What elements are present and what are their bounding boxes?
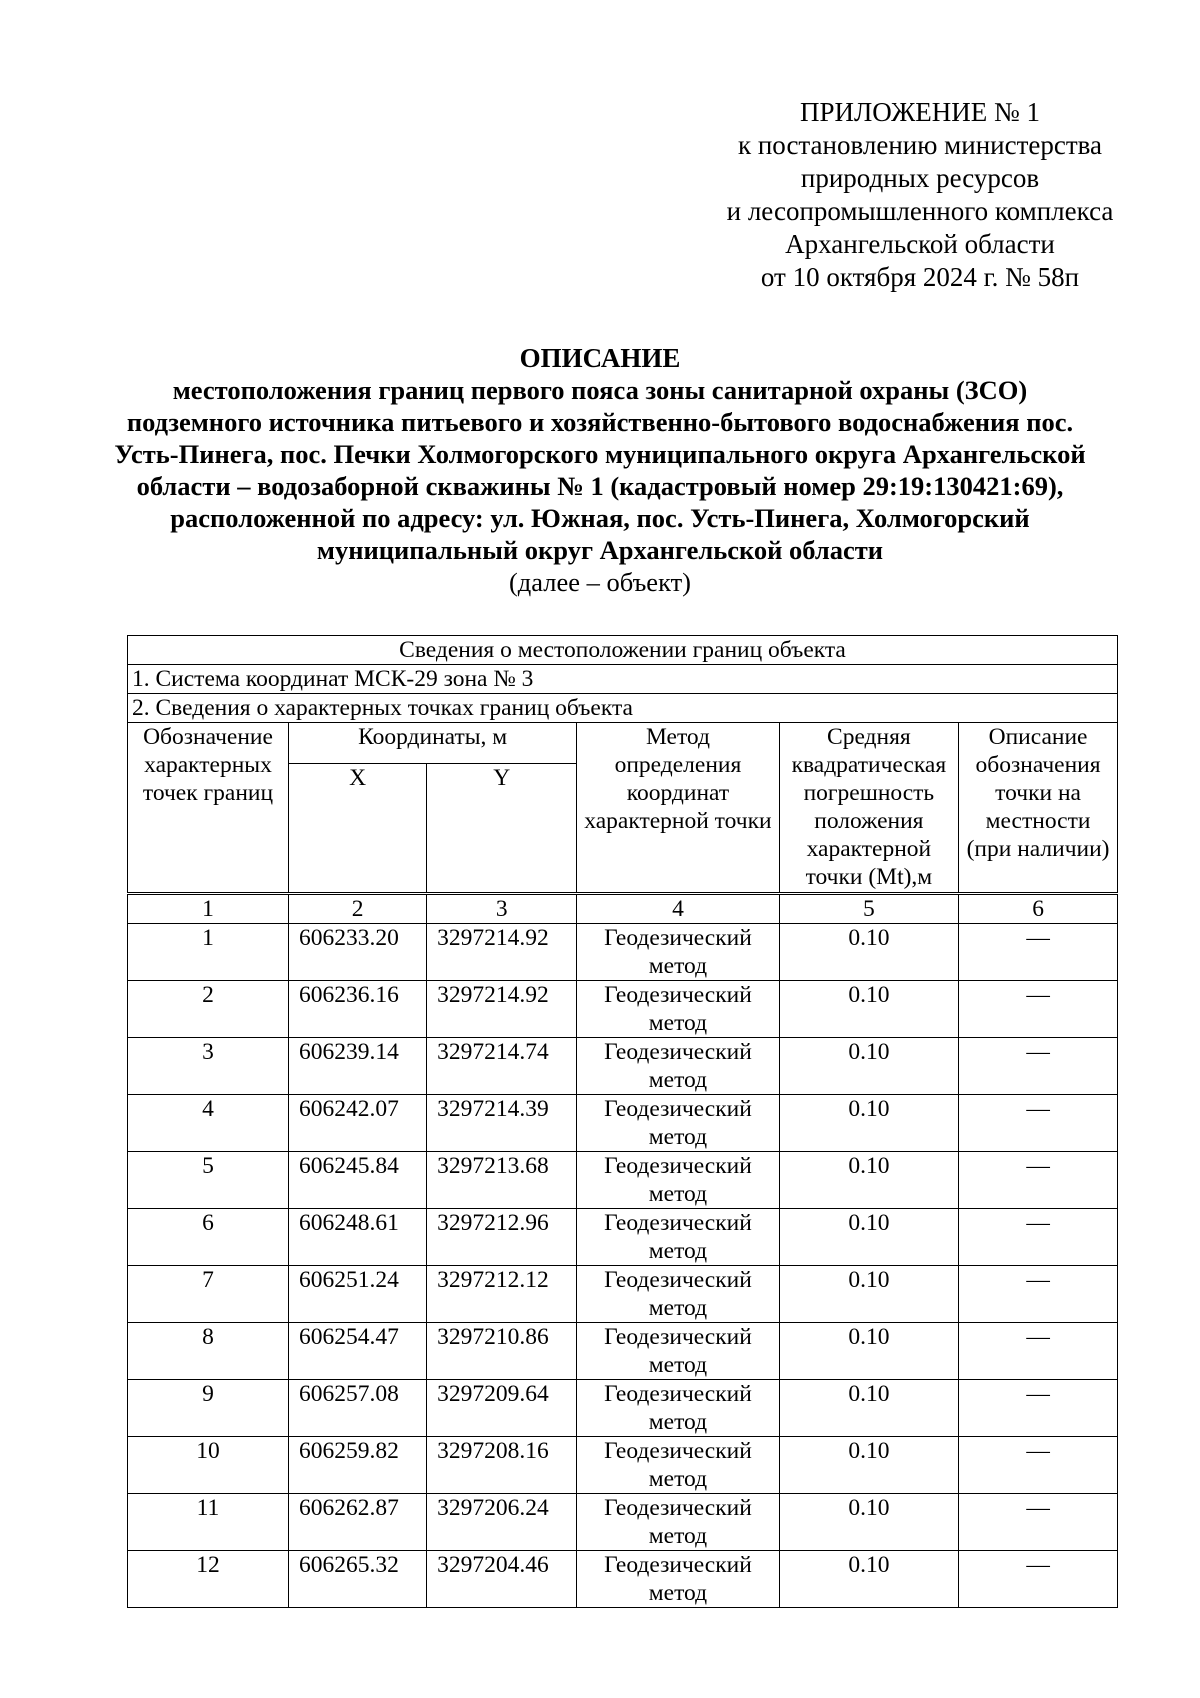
title-line: Усть-Пинега, пос. Печки Холмогорского муниципального округа Архангельской bbox=[114, 439, 1086, 469]
point-number: 8 bbox=[128, 1323, 289, 1380]
method-cell: Геодезический метод bbox=[577, 1152, 779, 1209]
point-number: 2 bbox=[128, 981, 289, 1038]
header-y: Y bbox=[427, 764, 577, 894]
coord-x: 606236.16 bbox=[289, 981, 427, 1038]
point-number: 10 bbox=[128, 1437, 289, 1494]
appendix-line: ПРИЛОЖЕНИЕ № 1 bbox=[799, 97, 1041, 127]
column-number: 1 bbox=[128, 894, 289, 924]
table-row bbox=[128, 1038, 1118, 1095]
appendix-line: и лесопромышленного комплекса bbox=[726, 196, 1114, 226]
coord-x: 606259.82 bbox=[289, 1437, 427, 1494]
error-cell: 0.10 bbox=[779, 1323, 959, 1380]
point-number: 6 bbox=[128, 1209, 289, 1266]
coord-x: 606242.07 bbox=[289, 1095, 427, 1152]
method-cell: Геодезический метод bbox=[577, 1380, 779, 1437]
table-row bbox=[128, 1209, 1118, 1266]
description-cell: — bbox=[959, 1152, 1118, 1209]
coord-x: 606254.47 bbox=[289, 1323, 427, 1380]
description-cell: — bbox=[959, 1380, 1118, 1437]
title-line: подземного источника питьевого и хозяйственно-бытового водоснабжения пос. bbox=[126, 407, 1074, 437]
point-number: 9 bbox=[128, 1380, 289, 1437]
header-error: Средняя квадратическая погрешность положения характерной точки (Mt),м bbox=[779, 723, 959, 894]
description-cell: — bbox=[959, 981, 1118, 1038]
method-cell: Геодезический метод bbox=[577, 1323, 779, 1380]
description-cell: — bbox=[959, 924, 1118, 981]
title-line: расположенной по адресу: ул. Южная, пос. Усть-Пинега, Холмогорский bbox=[170, 503, 1030, 533]
description-cell: — bbox=[959, 1266, 1118, 1323]
method-cell: Геодезический метод bbox=[577, 1095, 779, 1152]
column-number: 2 bbox=[289, 894, 427, 924]
point-number: 3 bbox=[128, 1038, 289, 1095]
error-cell: 0.10 bbox=[779, 981, 959, 1038]
title-line: муниципальный округ Архангельской области bbox=[316, 535, 884, 565]
method-cell: Геодезический метод bbox=[577, 1038, 779, 1095]
error-cell: 0.10 bbox=[779, 1209, 959, 1266]
column-number: 5 bbox=[779, 894, 959, 924]
point-number: 1 bbox=[128, 924, 289, 981]
coord-y: 3297213.68 bbox=[427, 1152, 577, 1209]
header-coordinates: Координаты, м bbox=[289, 723, 577, 764]
coord-y: 3297212.12 bbox=[427, 1266, 577, 1323]
column-number: 6 bbox=[959, 894, 1118, 924]
appendix-line: природных ресурсов bbox=[800, 163, 1040, 193]
table-row bbox=[128, 924, 1118, 981]
method-cell: Геодезический метод bbox=[577, 1437, 779, 1494]
description-cell: — bbox=[959, 1323, 1118, 1380]
point-number: 7 bbox=[128, 1266, 289, 1323]
coord-y: 3297212.96 bbox=[427, 1209, 577, 1266]
table-row bbox=[128, 1437, 1118, 1494]
table-row bbox=[128, 1323, 1118, 1380]
coord-y: 3297206.24 bbox=[427, 1494, 577, 1551]
point-number: 11 bbox=[128, 1494, 289, 1551]
description-cell: — bbox=[959, 1038, 1118, 1095]
point-number: 12 bbox=[128, 1551, 289, 1608]
coord-x: 606239.14 bbox=[289, 1038, 427, 1095]
header-description: Описание обозначения точки на местности (при наличии) bbox=[959, 723, 1118, 894]
coord-x: 606245.84 bbox=[289, 1152, 427, 1209]
table-row bbox=[128, 1152, 1118, 1209]
error-cell: 0.10 bbox=[779, 1038, 959, 1095]
error-cell: 0.10 bbox=[779, 1152, 959, 1209]
coord-y: 3297214.39 bbox=[427, 1095, 577, 1152]
coord-y: 3297210.86 bbox=[427, 1323, 577, 1380]
header-x: X bbox=[289, 764, 427, 894]
method-cell: Геодезический метод bbox=[577, 981, 779, 1038]
coord-y: 3297214.74 bbox=[427, 1038, 577, 1095]
coord-x: 606248.61 bbox=[289, 1209, 427, 1266]
description-cell: — bbox=[959, 1551, 1118, 1608]
points-title: 2. Сведения о характерных точках границ объекта bbox=[128, 694, 1118, 723]
coord-y: 3297214.92 bbox=[427, 981, 577, 1038]
error-cell: 0.10 bbox=[779, 1494, 959, 1551]
description-cell: — bbox=[959, 1095, 1118, 1152]
method-cell: Геодезический метод bbox=[577, 1266, 779, 1323]
coordinate-system: 1. Система координат МСК-29 зона № 3 bbox=[128, 665, 1118, 694]
appendix-block bbox=[700, 96, 1140, 294]
coord-x: 606257.08 bbox=[289, 1380, 427, 1437]
table-row bbox=[128, 1095, 1118, 1152]
header-designation: Обозначение характерных точек границ bbox=[128, 723, 289, 894]
error-cell: 0.10 bbox=[779, 1551, 959, 1608]
coord-y: 3297204.46 bbox=[427, 1551, 577, 1608]
method-cell: Геодезический метод bbox=[577, 924, 779, 981]
header-method: Метод определения координат характерной точки bbox=[577, 723, 779, 894]
coord-y: 3297214.92 bbox=[427, 924, 577, 981]
title-line: области – водозаборной скважины № 1 (кадастровый номер 29:19:130421:69), bbox=[136, 471, 1064, 501]
column-number: 4 bbox=[577, 894, 779, 924]
table-row bbox=[128, 1380, 1118, 1437]
description-cell: — bbox=[959, 1494, 1118, 1551]
point-number: 5 bbox=[128, 1152, 289, 1209]
coord-x: 606233.20 bbox=[289, 924, 427, 981]
coord-x: 606262.87 bbox=[289, 1494, 427, 1551]
coord-x: 606251.24 bbox=[289, 1266, 427, 1323]
method-cell: Геодезический метод bbox=[577, 1209, 779, 1266]
error-cell: 0.10 bbox=[779, 1380, 959, 1437]
coord-y: 3297208.16 bbox=[427, 1437, 577, 1494]
coord-x: 606265.32 bbox=[289, 1551, 427, 1608]
appendix-line: Архангельской области bbox=[785, 229, 1055, 259]
description-cell: — bbox=[959, 1437, 1118, 1494]
document-title: ОПИСАНИЕ bbox=[519, 343, 681, 373]
coord-y: 3297209.64 bbox=[427, 1380, 577, 1437]
document-title-block bbox=[60, 342, 1140, 598]
coordinates-table bbox=[127, 635, 1118, 1608]
appendix-line: от 10 октября 2024 г. № 58п bbox=[760, 262, 1080, 292]
point-number: 4 bbox=[128, 1095, 289, 1152]
title-line: местоположения границ первого пояса зоны санитарной охраны (ЗСО) bbox=[172, 375, 1028, 405]
column-number: 3 bbox=[427, 894, 577, 924]
appendix-line: к постановлению министерства bbox=[737, 130, 1103, 160]
table-row bbox=[128, 1494, 1118, 1551]
table-caption: Сведения о местоположении границ объекта bbox=[128, 636, 1118, 665]
title-note: (далее – объект) bbox=[508, 567, 692, 597]
error-cell: 0.10 bbox=[779, 1266, 959, 1323]
error-cell: 0.10 bbox=[779, 1095, 959, 1152]
method-cell: Геодезический метод bbox=[577, 1494, 779, 1551]
description-cell: — bbox=[959, 1209, 1118, 1266]
error-cell: 0.10 bbox=[779, 1437, 959, 1494]
error-cell: 0.10 bbox=[779, 924, 959, 981]
table-row bbox=[128, 1551, 1118, 1608]
method-cell: Геодезический метод bbox=[577, 1551, 779, 1608]
table-row bbox=[128, 981, 1118, 1038]
table-row bbox=[128, 1266, 1118, 1323]
